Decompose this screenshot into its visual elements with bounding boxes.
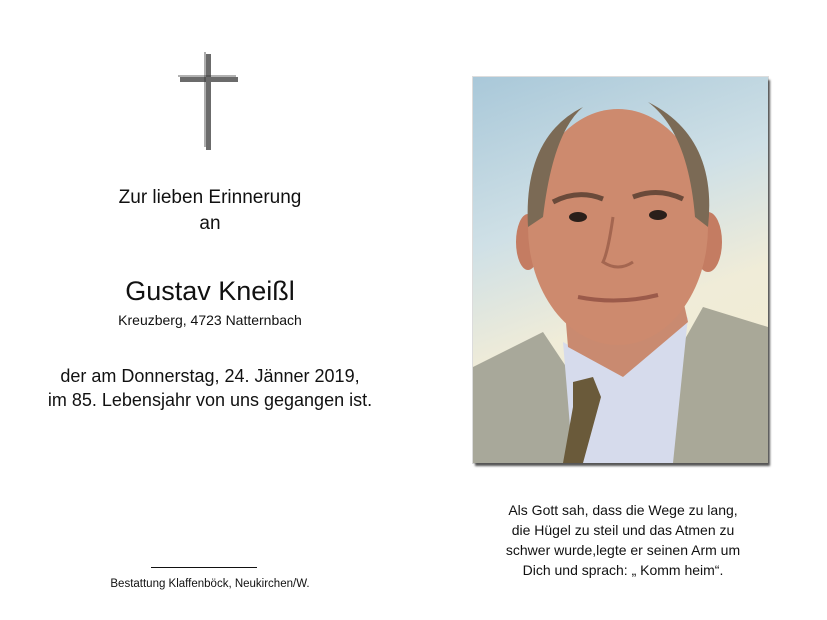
poem-line: Als Gott sah, dass die Wege zu lang, xyxy=(508,502,738,518)
undertaker-name: Bestattung Klaffenböck, Neukirchen/W. xyxy=(110,578,310,590)
death-line-2: im 85. Lebensjahr von uns gegangen ist. xyxy=(47,390,373,410)
heading-line-2: an xyxy=(199,213,221,234)
portrait-photo xyxy=(473,77,768,463)
poem-line: die Hügel zu steil und das Atmen zu xyxy=(511,522,735,538)
portrait-illustration xyxy=(473,77,768,463)
memorial-heading xyxy=(60,185,360,237)
deceased-address: Kreuzberg, 4723 Natternbach xyxy=(118,312,302,328)
cross-icon xyxy=(178,52,240,152)
memorial-poem xyxy=(478,500,768,580)
poem-line: Dich und sprach: „ Komm heim“. xyxy=(522,562,724,578)
heading-line-1: Zur lieben Erinnerung xyxy=(118,187,302,208)
poem-line: schwer wurde,legte er seinen Arm um xyxy=(505,542,741,558)
divider-line xyxy=(151,567,257,568)
death-line-1: der am Donnerstag, 24. Jänner 2019, xyxy=(60,366,360,386)
deceased-name: Gustav Kneißl xyxy=(125,276,295,306)
death-notice xyxy=(20,364,400,412)
